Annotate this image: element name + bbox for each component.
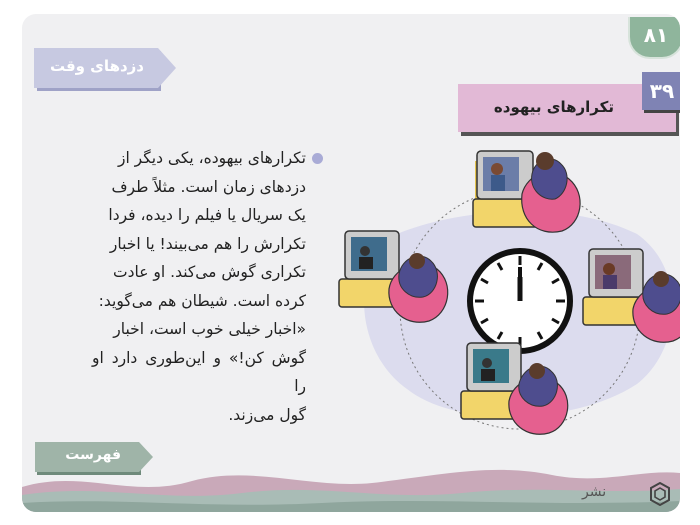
lesson-number-badge: ۳۹ xyxy=(642,72,680,110)
paragraph-line: تکراری گوش می‌کند. او عادت xyxy=(113,263,306,281)
paragraph-line: یک سریال یا فیلم را دیده، فردا xyxy=(108,206,306,224)
publisher-name: نشر xyxy=(582,484,607,500)
paragraph-line: گوش کن!» و این‌طوری دارد او را xyxy=(92,348,306,395)
publisher-mark-icon xyxy=(650,482,670,506)
lesson-title: تکرارهای بیهوده xyxy=(493,98,614,116)
section-tab-notch xyxy=(158,48,176,88)
paragraph-line: تکرارش را هم می‌بیند! یا اخبار xyxy=(109,234,306,253)
tv-viewer-top xyxy=(473,151,580,232)
toc-tab-notch xyxy=(139,442,153,472)
paragraph-line: کرده است. شیطان هم می‌گوید: xyxy=(98,291,306,310)
paragraph-line: گول می‌زند. xyxy=(228,405,306,424)
paragraph-line: «اخبار خیلی خوب است، اخبار xyxy=(113,320,306,338)
section-tab-label: دزدهای وقت xyxy=(49,57,144,75)
toc-button[interactable] xyxy=(35,442,139,472)
clock-tv-illustration xyxy=(337,139,680,459)
section-tab[interactable] xyxy=(34,48,158,88)
page-card xyxy=(22,14,680,512)
bullet-icon xyxy=(312,153,323,164)
body-paragraph xyxy=(92,144,306,429)
clock-icon xyxy=(470,251,570,351)
page-number-badge: ۸۱ xyxy=(628,17,680,59)
toc-button-label: فهرست xyxy=(65,447,121,463)
paragraph-line: تکرارهای بیهوده، یکی دیگر از xyxy=(117,149,306,167)
paragraph-line: دزدهای زمان است. مثلاً طرف xyxy=(111,177,306,196)
